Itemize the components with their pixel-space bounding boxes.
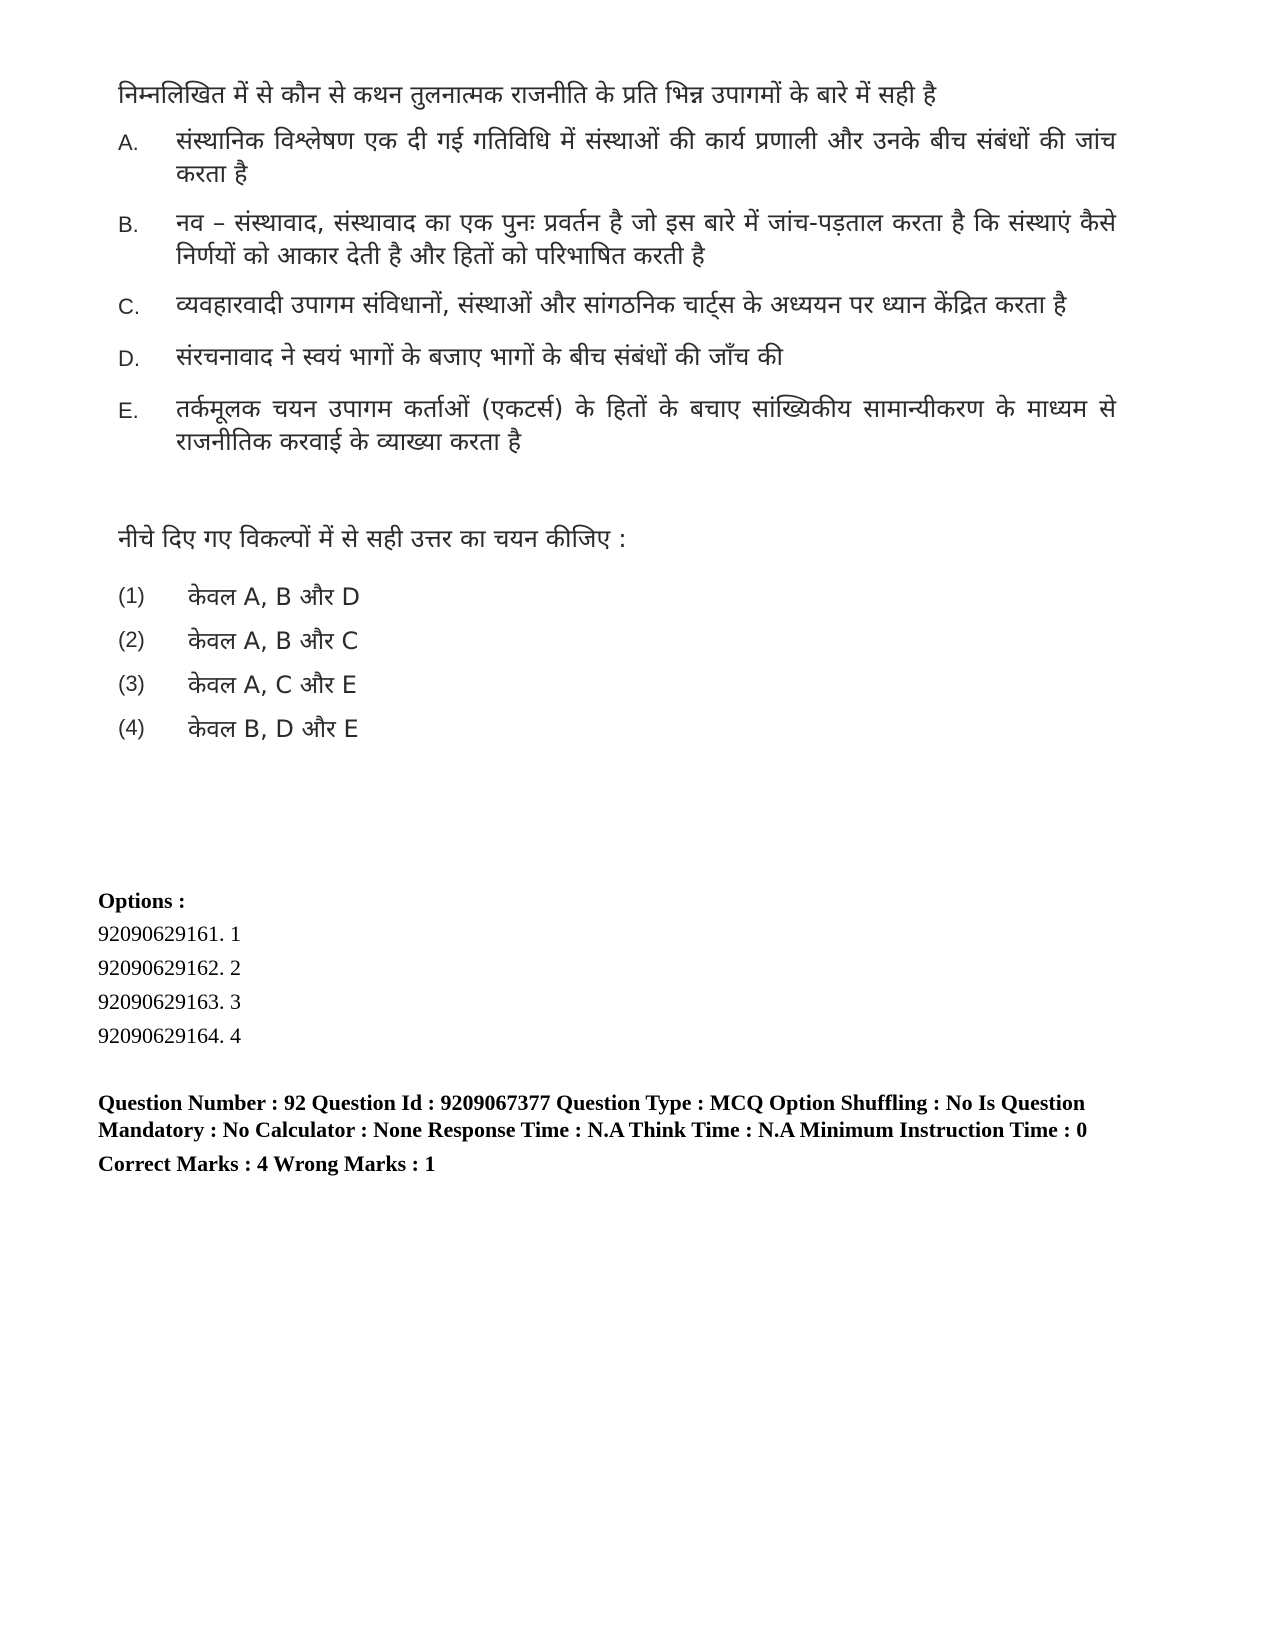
statement-text: संरचनावाद ने स्वयं भागों के बजाए भागों के बीच संबंधों की जाँच की [176,342,783,371]
choice-number: (2) [118,627,145,652]
choice-text: केवल A, B और C [188,626,359,655]
choice-4 [118,706,1118,750]
statement-letter: B. [118,212,139,237]
statement-letter: E. [118,398,139,423]
statement-letter: D. [118,346,140,371]
choice-2 [118,618,1118,662]
choice-number: (4) [118,715,145,740]
options-heading: Options : [98,888,186,913]
statement-c [118,288,1118,324]
statement-text: संस्थानिक विश्लेषण एक दी गई गतिविधि में संस्थाओं की कार्य प्रणाली और उनके बीच संबंधों की जांच करता है [176,126,1116,188]
choice-instruction: नीचे दिए गए विकल्पों में से सही उत्तर का चयन कीजिए : [118,524,627,553]
statement-text: व्यवहारवादी उपागम संविधानों, संस्थाओं और सांगठनिक चार्ट्स के अध्ययन पर ध्यान केंद्रित करता है [176,290,1067,319]
choice-text: केवल A, B और D [188,582,360,611]
question-info: Question Number : 92 Question Id : 9209067377 Question Type : MCQ Option Shuffling : No Is Question Mandatory : No Calculator : None Response Time : N.A Think Time : N.A Minimum Instruction Time : 0 [98,1090,1088,1142]
statement-text: नव – संस्थावाद, संस्थावाद का एक पुनः प्रवर्तन है जो इस बारे में जांच-पड़ताल करता है कि संस्थाएं कैसे निर्णयों को आकार देती है और हितों को परिभाषित करती है [176,208,1116,270]
choice-text: केवल A, C और E [188,670,357,699]
marks-info: Correct Marks : 4 Wrong Marks : 1 [98,1151,436,1176]
answer-metadata [98,884,1098,1179]
choice-number: (3) [118,671,145,696]
choice-1 [118,574,1118,618]
statement-letter: C. [118,294,140,319]
statement-text: तर्कमूलक चयन उपागम कर्ताओं (एकटर्स) के हितों के बचाए सांख्यिकीय सामान्यीकरण के माध्यम से राजनीतिक करवाई के व्याख्या करता है [176,394,1116,456]
statement-a [118,124,1118,190]
choice-number: (1) [118,583,145,608]
option-id-4: 92090629164. 4 [98,1023,241,1048]
option-id-2: 92090629162. 2 [98,955,241,980]
choice-text: केवल B, D और E [188,714,359,743]
statement-b [118,206,1118,272]
choice-3 [118,662,1118,706]
question-image [118,78,1118,750]
option-id-1: 92090629161. 1 [98,921,241,946]
statement-e [118,392,1118,458]
statement-d [118,340,1118,376]
statement-letter: A. [118,130,139,155]
option-id-3: 92090629163. 3 [98,989,241,1014]
question-title: निम्नलिखित में से कौन से कथन तुलनात्मक राजनीति के प्रति भिन्न उपागमों के बारे में सही है [118,80,937,109]
